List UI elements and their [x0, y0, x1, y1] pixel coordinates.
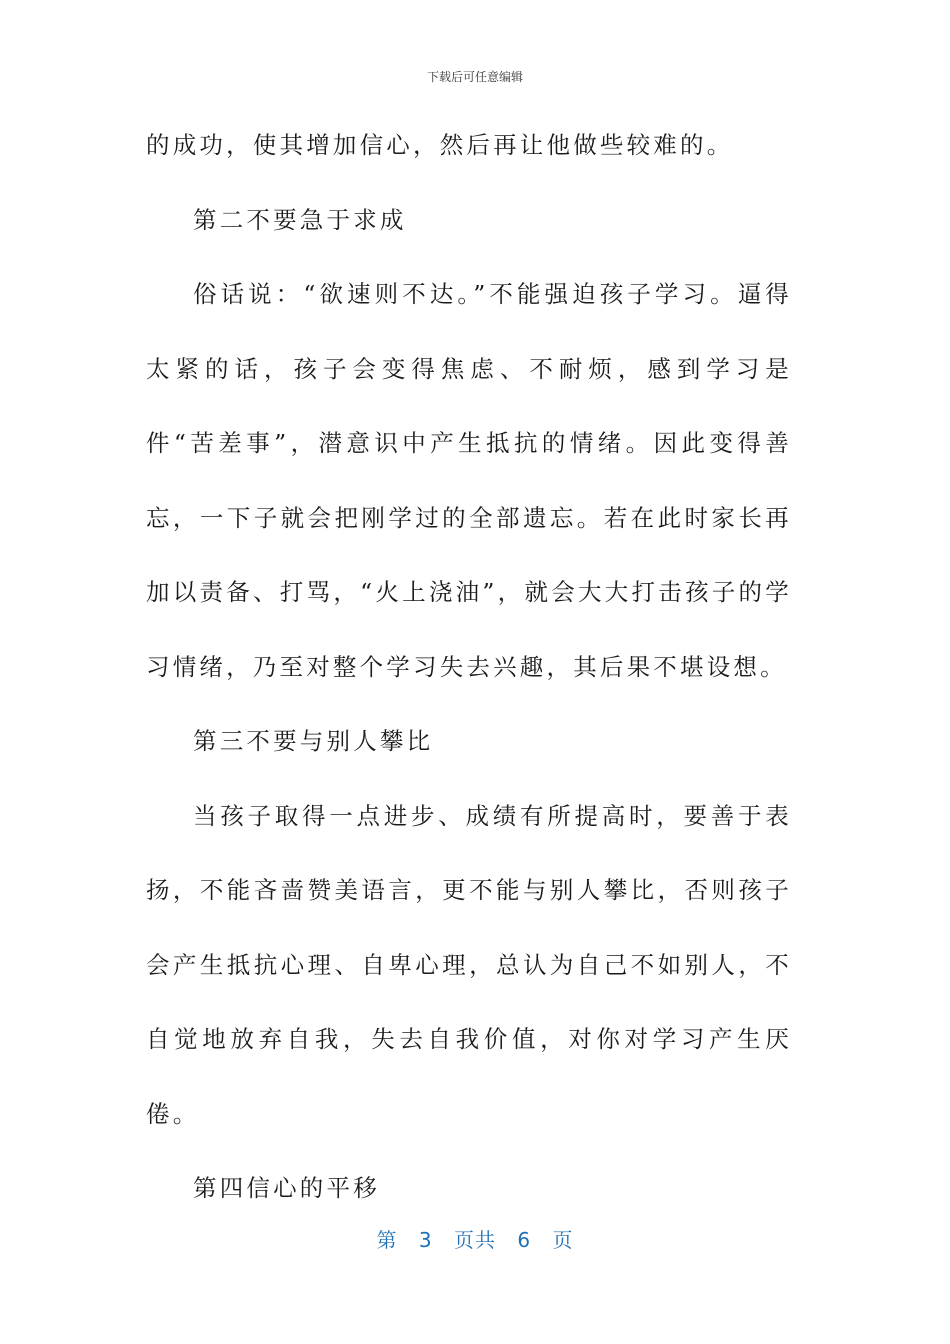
current-page-number: 3: [418, 1228, 433, 1252]
paragraph-2: 俗话说：“欲速则不达。”不能强迫孩子学习。逼得太紧的话，孩子会变得焦虑、不耐烦，感到学习是件“苦差事”，潜意识中产生抵抗的情绪。因此变得善忘，一下子就会把刚学过的全部遗忘。若在此时家长再加以责备、打骂，“火上浇油”，就会大大打击孩子的学习情绪，乃至对整个学习失去兴趣，其后果不堪设想。: [146, 280, 792, 681]
page-suffix: 页: [552, 1228, 574, 1252]
page-mid: 页共: [454, 1228, 496, 1252]
page-prefix: 第: [376, 1228, 398, 1252]
total-pages-number: 6: [517, 1228, 532, 1252]
heading-third: 第三不要与别人攀比: [193, 727, 434, 755]
page-header: 下载后可任意编辑: [426, 70, 523, 84]
heading-second: 第二不要急于求成: [193, 205, 407, 234]
paragraph-3: 当孩子取得一点进步、成绩有所提高时，要善于表扬，不能吝啬赞美语言，更不能与别人攀比，否则孩子会产生抵抗心理、自卑心理，总认为自己不如别人，不自觉地放弃自我，失去自我价值，对你对学习产生厌倦。: [146, 801, 792, 1128]
heading-fourth: 第四信心的平移: [193, 1174, 380, 1202]
paragraph-1: 的成功，使其增加信心，然后再让他做些较难的。: [146, 131, 734, 159]
page-footer: [0, 1224, 950, 1253]
document-body: [146, 108, 792, 1226]
